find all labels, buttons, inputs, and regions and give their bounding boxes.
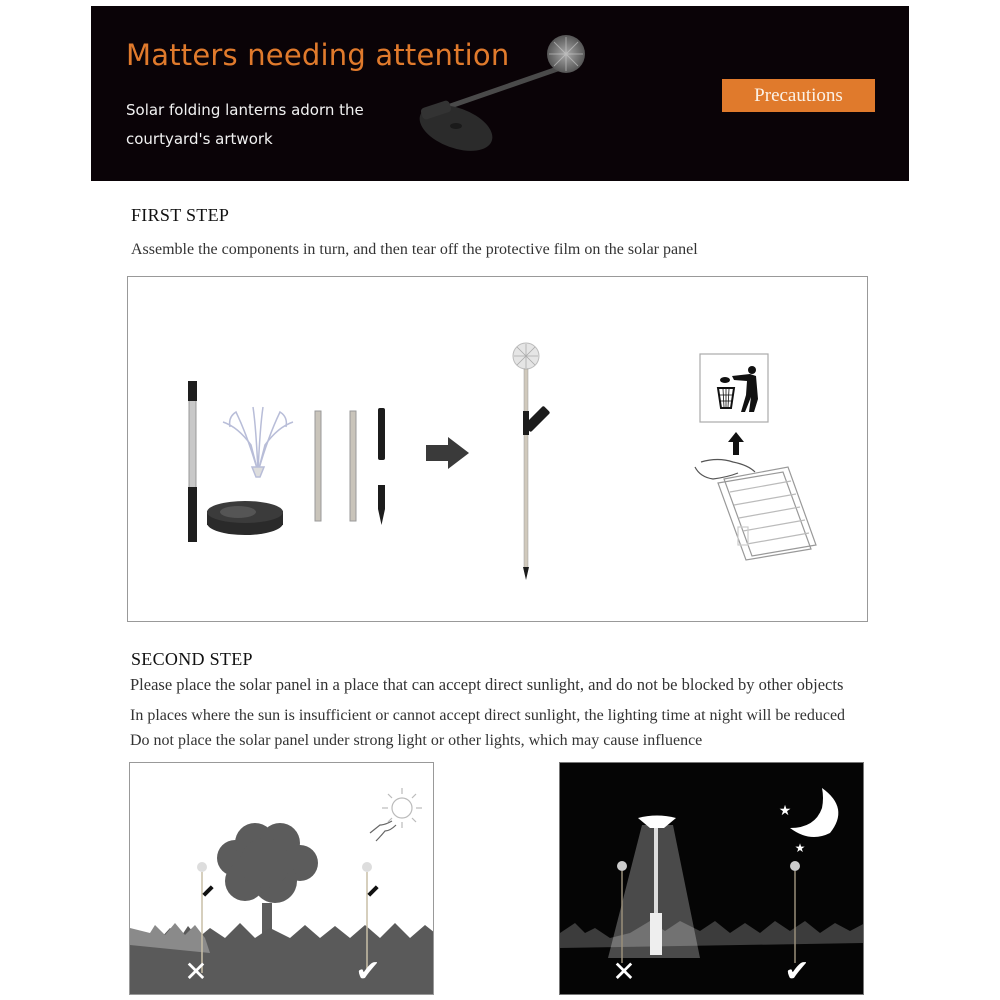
ground-spike-image bbox=[378, 485, 385, 525]
header-banner bbox=[91, 6, 909, 181]
wrong-mark-icon: ✕ bbox=[612, 955, 636, 988]
stake-with-solar-panel-image bbox=[188, 381, 283, 542]
right-arrow-icon bbox=[426, 437, 469, 469]
second-step-title: SECOND STEP bbox=[131, 649, 253, 669]
star-icon-2: ★ bbox=[794, 841, 806, 855]
trash-disposal-icon bbox=[700, 354, 768, 422]
first-step-title: FIRST STEP bbox=[131, 205, 230, 225]
wrong-mark-icon: ✕ bbox=[184, 955, 208, 988]
banner-subtitle-line2: courtyard's artwork bbox=[126, 130, 273, 148]
metal-tube-1-image bbox=[315, 411, 321, 521]
right-mark-icon: ✔ bbox=[784, 954, 810, 989]
second-step-line-1: Please place the solar panel in a place that can accept direct sunlight, and do not be blocked by other objects bbox=[130, 675, 844, 694]
assembly-illustration-panel bbox=[127, 276, 868, 622]
lantern-product-image bbox=[416, 26, 596, 176]
banner-title: Matters needing attention bbox=[126, 38, 510, 72]
connector-image bbox=[378, 408, 385, 460]
hand-peeling-film-icon bbox=[695, 460, 816, 561]
precautions-button[interactable]: Precautions bbox=[722, 79, 875, 112]
star-icon: ★ bbox=[778, 803, 792, 819]
daylight-placement-panel bbox=[129, 762, 434, 995]
first-step-description: Assemble the components in turn, and then tear off the protective film on the solar panel bbox=[131, 241, 698, 258]
banner-subtitle-line1: Solar folding lanterns adorn the bbox=[126, 101, 364, 119]
night-placement-panel bbox=[559, 762, 864, 995]
up-arrow-icon bbox=[728, 432, 744, 455]
metal-tube-2-image bbox=[350, 411, 356, 521]
flower-lamp-head-image bbox=[223, 407, 293, 477]
second-step-line-2: In places where the sun is insufficient or cannot accept direct sunlight, the lighting time at night will be reduced bbox=[130, 707, 846, 724]
assembled-lantern-image bbox=[513, 343, 550, 580]
banner-subtitle bbox=[126, 96, 426, 154]
second-step-line-3: Do not place the solar panel under strong light or other lights, which may cause influence bbox=[130, 732, 703, 749]
right-mark-icon: ✔ bbox=[355, 954, 381, 989]
